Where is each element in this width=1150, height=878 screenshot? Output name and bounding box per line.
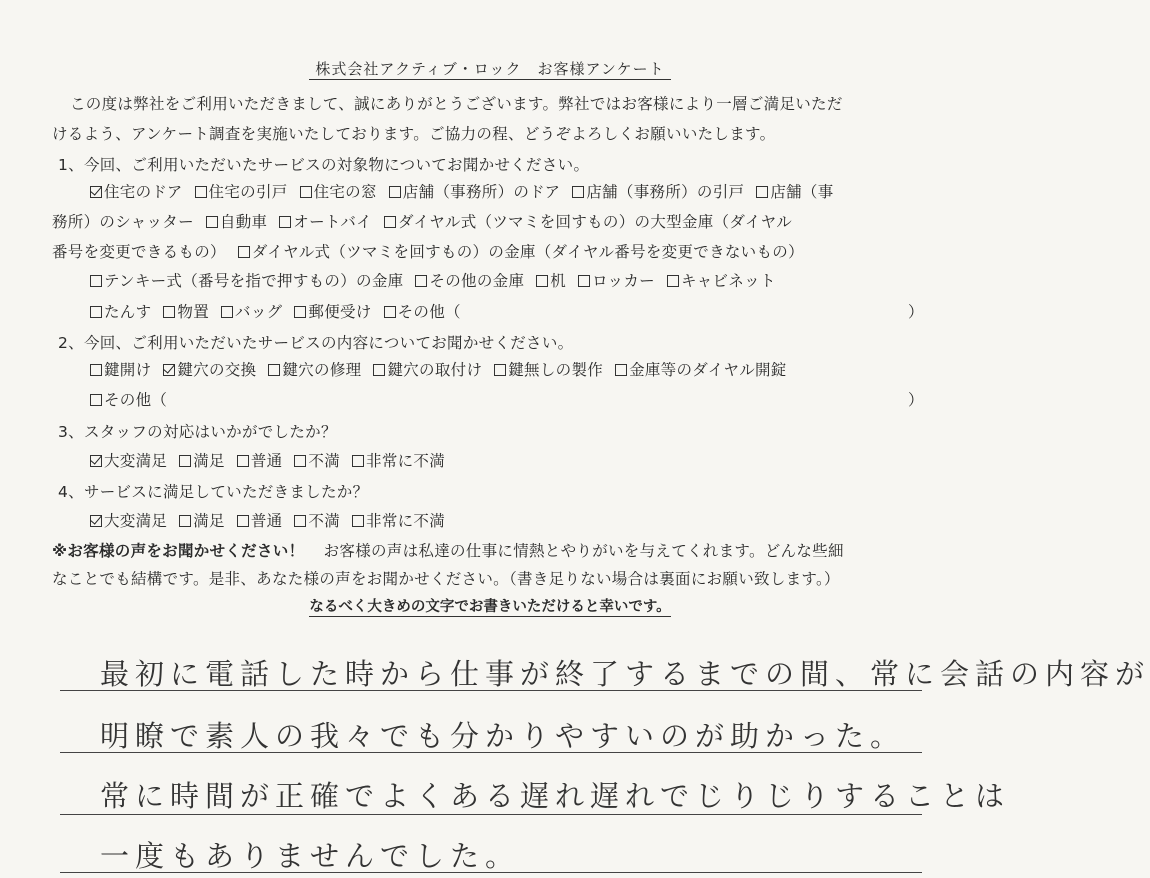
checkbox[interactable] — [90, 515, 102, 527]
option — [578, 272, 655, 290]
checkbox[interactable] — [206, 216, 218, 228]
option-label: キャビネット — [680, 272, 776, 290]
option-label: 普通 — [250, 512, 283, 530]
checkbox[interactable] — [163, 306, 175, 318]
option — [52, 213, 194, 231]
option — [163, 303, 209, 321]
option — [572, 183, 744, 201]
option-label: 非常に不満 — [366, 452, 446, 470]
option — [238, 243, 804, 261]
checkbox[interactable] — [352, 455, 364, 467]
option — [300, 183, 377, 201]
option — [615, 361, 787, 379]
checkbox[interactable] — [294, 306, 306, 318]
option — [268, 361, 361, 379]
option-label: 郵便受け — [308, 303, 372, 321]
option — [179, 512, 225, 530]
option — [494, 361, 603, 379]
voice-line-2: なことでも結構です。是非、あなた様の声をお聞かせください。（書き足りない場合は裏面にお願い致します。） — [52, 570, 840, 588]
option-label: その他（ — [397, 303, 461, 321]
option — [384, 213, 792, 231]
option — [294, 303, 371, 321]
option-label: 店舗（事 — [770, 183, 834, 201]
checkbox[interactable] — [756, 186, 768, 198]
option-label: 鍵開け — [104, 361, 152, 379]
option — [384, 303, 461, 321]
voice-subheading — [0, 595, 980, 616]
option-label: ダイヤル式（ツマミを回すもの）の金庫（ダイヤル番号を変更できないもの） — [251, 243, 804, 261]
option-label: 満足 — [193, 452, 225, 470]
option-label: 金庫等のダイヤル開錠 — [629, 361, 787, 379]
option-label: 番号を変更できるもの） — [52, 243, 226, 261]
checkbox[interactable] — [389, 186, 401, 198]
voice-text-1: お客様の声は私達の仕事に情熱とやりがいを与えてくれます。どんな些細 — [323, 542, 844, 560]
option-row — [52, 240, 816, 262]
checkbox[interactable] — [90, 364, 102, 376]
option — [90, 452, 167, 470]
option — [279, 213, 372, 231]
option — [237, 452, 283, 470]
checkbox[interactable] — [384, 306, 396, 318]
option — [90, 183, 183, 201]
option-label: ロッカー — [592, 272, 655, 290]
checkbox[interactable] — [238, 246, 250, 258]
option-label: 住宅の引戸 — [208, 183, 288, 201]
option-label: 住宅の窓 — [313, 183, 377, 201]
option — [352, 512, 445, 530]
option-label: 非常に不満 — [366, 512, 446, 530]
option — [237, 512, 283, 530]
option-label: 普通 — [250, 452, 283, 470]
option-label: 鍵無しの製作 — [508, 361, 604, 379]
option-label: 務所）のシャッター — [52, 213, 194, 231]
checkbox[interactable] — [294, 515, 306, 527]
option-label: バッグ — [235, 303, 283, 321]
option — [90, 303, 151, 321]
option — [206, 213, 267, 231]
question-2: 2、今回、ご利用いただいたサービスの内容についてお聞かせください。 — [58, 334, 574, 352]
option — [90, 272, 403, 290]
option-label: 住宅のドア — [104, 183, 183, 201]
option-row — [52, 210, 804, 232]
option-label: オートバイ — [293, 213, 372, 231]
option — [221, 303, 282, 321]
option-label: 鍵穴の交換 — [177, 361, 257, 379]
q1-close-paren: ） — [908, 303, 924, 321]
handwritten-line-1: 最初に電話した時から仕事が終了するまでの間、常に会話の内容が — [100, 657, 1150, 691]
option-label: 不満 — [308, 452, 341, 470]
option — [179, 452, 225, 470]
option-label: その他の金庫 — [429, 272, 525, 290]
option — [90, 361, 151, 379]
handwritten-line-3: 常に時間が正確でよくある遅れ遅れでじりじりすることは — [100, 779, 1011, 813]
handwritten-line-2: 明瞭で素人の我々でも分かりやすいのが助かった。 — [100, 719, 906, 753]
option-label: 物置 — [177, 303, 210, 321]
question-3-options — [90, 449, 457, 471]
option — [667, 272, 776, 290]
checkbox[interactable] — [352, 515, 364, 527]
option — [756, 183, 833, 201]
option-label: 満足 — [193, 512, 225, 530]
option — [536, 272, 566, 290]
checkbox[interactable] — [615, 364, 627, 376]
checkbox[interactable] — [90, 275, 102, 287]
option-row — [90, 358, 799, 380]
intro-line-2: けるよう、アンケート調査を実施いたしております。ご協力の程、どうぞよろしくお願いいたします。 — [52, 125, 776, 143]
checkbox[interactable] — [373, 364, 385, 376]
option — [294, 512, 340, 530]
option — [90, 391, 167, 409]
option-label: その他（ — [104, 391, 168, 409]
checkbox[interactable] — [237, 515, 249, 527]
survey-title — [0, 58, 980, 79]
checkbox[interactable] — [268, 364, 280, 376]
checkbox[interactable] — [279, 216, 291, 228]
question-3: 3、スタッフの対応はいかがでしたか？ — [58, 423, 337, 441]
checkbox[interactable] — [300, 186, 312, 198]
checkbox[interactable] — [90, 306, 102, 318]
checkbox[interactable] — [494, 364, 506, 376]
intro-line-1: この度は弊社をご利用いただきまして、誠にありがとうございます。弊社ではお客様により一層ご満足いただ — [70, 95, 843, 113]
option-label: テンキー式（番号を指で押すもの）の金庫 — [104, 272, 404, 290]
option-label: 鍵穴の取付け — [387, 361, 483, 379]
checkbox[interactable] — [237, 455, 249, 467]
option-row — [90, 269, 788, 291]
option-label: 店舗（事務所）の引戸 — [586, 183, 745, 201]
option-label: 店舗（事務所）のドア — [402, 183, 561, 201]
handwritten-line-4: 一度もありませんでした。 — [100, 839, 521, 873]
checkbox[interactable] — [667, 275, 679, 287]
option-label: ダイヤル式（ツマミを回すもの）の大型金庫（ダイヤル — [398, 213, 793, 231]
voice-line-1 — [52, 539, 844, 561]
option-label: 大変満足 — [104, 512, 168, 530]
q2-close-paren: ） — [908, 391, 924, 409]
voice-heading: ※お客様の声をお聞かせください！ — [52, 542, 305, 560]
checkbox[interactable] — [195, 186, 207, 198]
checkbox[interactable] — [536, 275, 548, 287]
option — [389, 183, 561, 201]
option — [294, 452, 340, 470]
checkbox[interactable] — [90, 455, 102, 467]
checkbox[interactable] — [221, 306, 233, 318]
option-label: 自動車 — [219, 213, 268, 231]
checkbox[interactable] — [578, 275, 590, 287]
option — [52, 243, 226, 261]
option — [90, 512, 167, 530]
checkbox[interactable] — [415, 275, 427, 287]
checkbox[interactable] — [294, 455, 306, 467]
option-label: 大変満足 — [104, 452, 168, 470]
option — [195, 183, 288, 201]
checkbox[interactable] — [384, 216, 396, 228]
option-label: 鍵穴の修理 — [282, 361, 362, 379]
option — [373, 361, 482, 379]
question-1: 1、今回、ご利用いただいたサービスの対象物についてお聞かせください。 — [58, 156, 590, 174]
question-4-options — [90, 509, 457, 531]
option — [415, 272, 524, 290]
checkbox[interactable] — [572, 186, 584, 198]
option — [163, 361, 256, 379]
option-row — [90, 388, 179, 410]
option-label: たんす — [104, 303, 152, 321]
checkbox[interactable] — [163, 364, 175, 376]
voice-subheading-text: なるべく大きめの文字でお書きいただけると幸いです。 — [309, 599, 671, 615]
option-label: 机 — [550, 272, 567, 290]
question-4: 4、サービスに満足していただきましたか？ — [58, 483, 369, 501]
checkbox[interactable] — [179, 455, 191, 467]
option-row — [90, 300, 473, 322]
checkbox[interactable] — [90, 186, 102, 198]
survey-title-text: 株式会社アクティブ・ロック お客様アンケート — [309, 60, 670, 80]
option — [352, 452, 445, 470]
option-row — [90, 180, 846, 202]
checkbox[interactable] — [179, 515, 191, 527]
checkbox[interactable] — [90, 394, 102, 406]
option-label: 不満 — [308, 512, 341, 530]
